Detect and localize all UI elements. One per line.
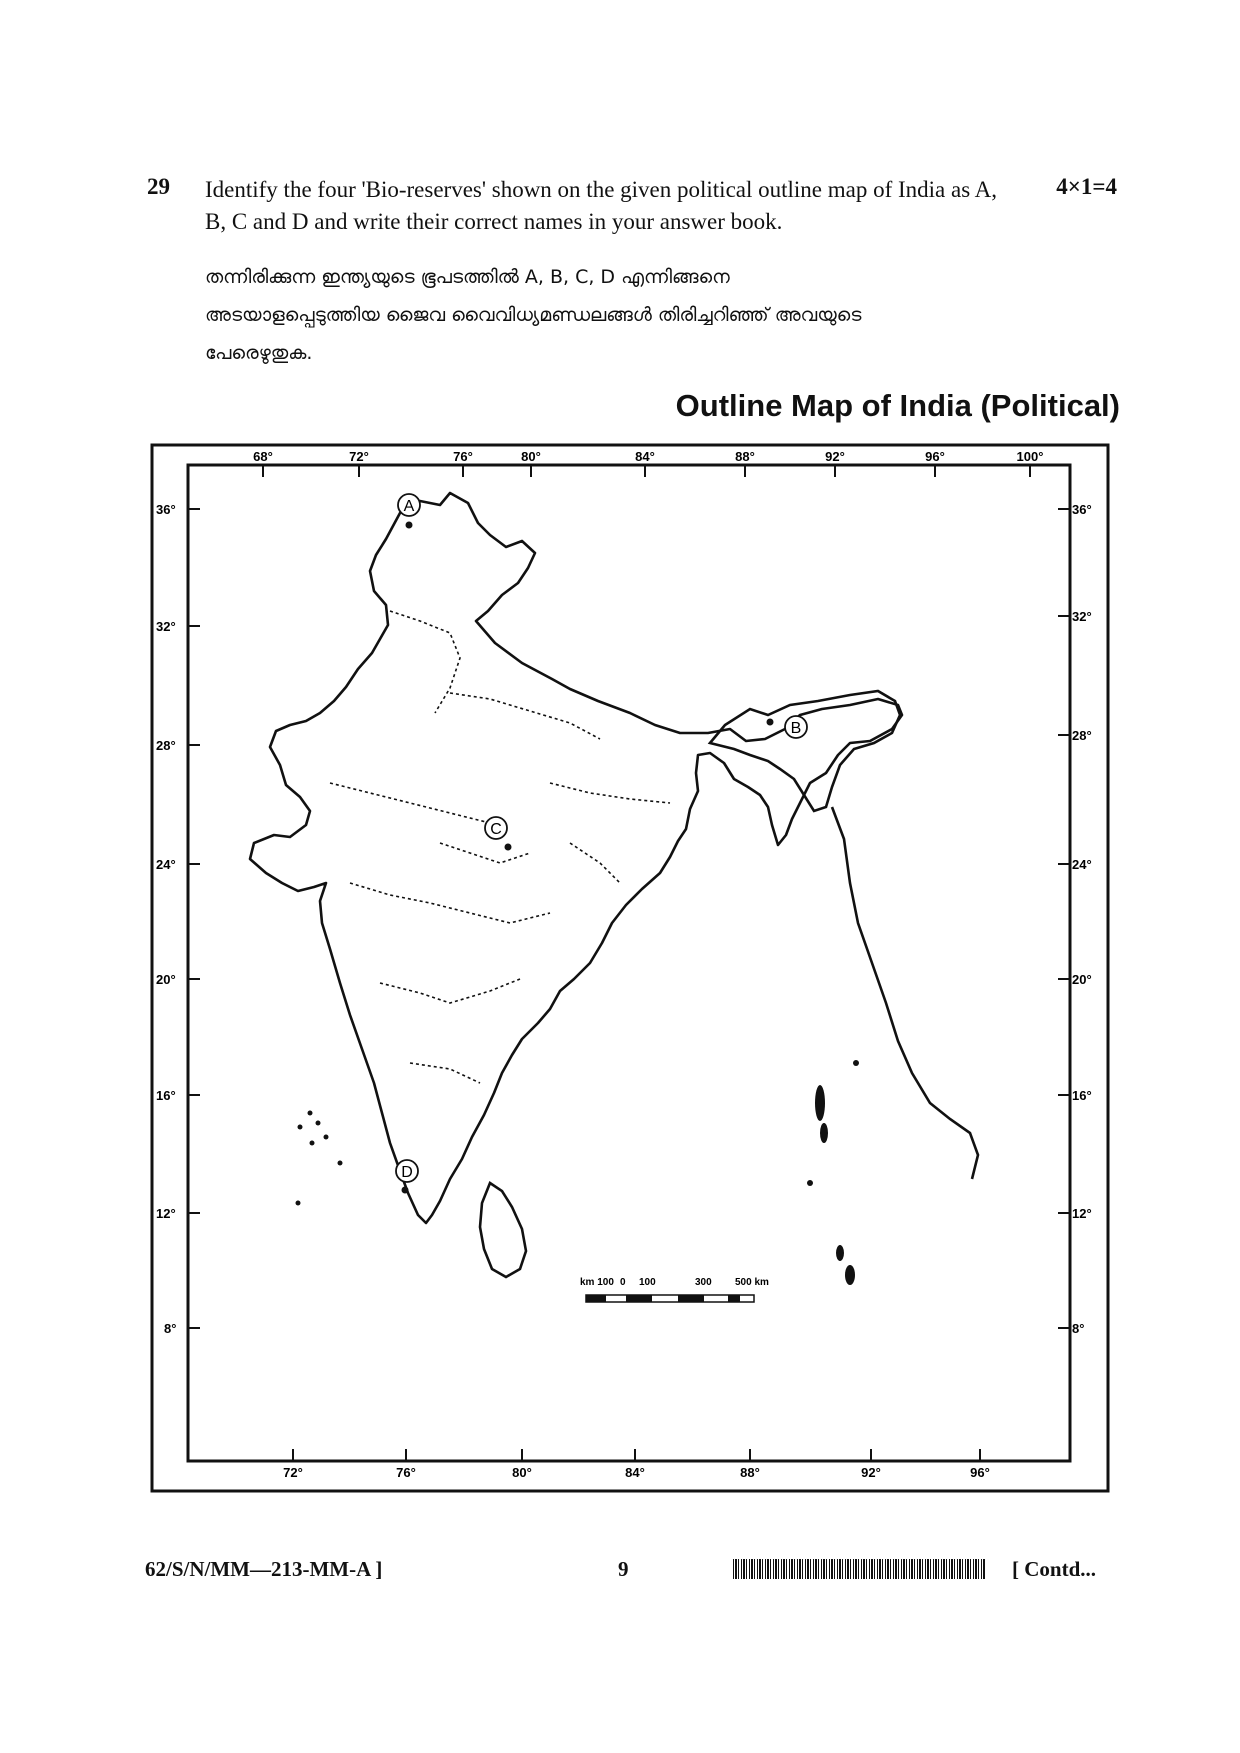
left-lat-label: 16° [156,1088,176,1103]
bottom-lon-label: 96° [970,1465,990,1480]
bottom-lon-label: 88° [740,1465,760,1480]
page-number: 9 [618,1557,629,1581]
top-lon-label: 68° [253,449,273,464]
malayalam-line-3: പേരെഴുതുക. [205,342,313,364]
left-latitude-axis [156,502,200,1336]
right-lat-label: 32° [1072,609,1092,624]
marker-a-label: A [403,498,415,515]
top-lon-label: 80° [521,449,541,464]
left-lat-label: 36° [156,502,176,517]
bottom-longitude-axis [283,1449,990,1480]
india-outline-map [150,443,1110,1493]
map-title: Outline Map of India (Political) [675,388,1120,423]
right-lat-label: 24° [1072,857,1092,872]
scale-label: 300 [695,1277,712,1288]
left-lat-label: 12° [156,1206,176,1221]
top-lon-label: 84° [635,449,655,464]
malayalam-line-2: അടയാളപ്പെടുത്തിയ ജൈവ വൈവിധ്യമണ്ഡലങ്ങൾ തിരിച്ചറിഞ്ഞ് അവയുടെ [205,304,862,326]
india-outline [250,493,902,1223]
marker-a [398,494,420,529]
question-text: Identify the four 'Bio-reserves' shown on the given political outline map of India as A, B, C and D and write their correct names in your answer book. [205,177,998,234]
outer-frame [152,445,1108,1491]
left-lat-label: 8° [164,1321,177,1336]
marker-b-label: B [790,720,802,737]
right-lat-label: 12° [1072,1206,1092,1221]
lakshadweep-islands [296,1111,343,1206]
scale-bar [580,1277,769,1302]
right-lat-label: 16° [1072,1088,1092,1103]
marker-d-label: D [401,1164,413,1181]
inner-frame [188,465,1070,1461]
top-lon-label: 72° [349,449,369,464]
top-lon-label: 96° [925,449,945,464]
marker-c-label: C [490,821,502,838]
bottom-lon-label: 72° [283,1465,303,1480]
scale-label: 0 [620,1277,626,1288]
right-lat-label: 20° [1072,972,1092,987]
paper-code: 62/S/N/MM—213-MM-A ] [145,1557,383,1581]
left-lat-label: 28° [156,738,176,753]
left-lat-label: 20° [156,972,176,987]
scale-label: 500 km [735,1277,769,1288]
top-lon-label: 88° [735,449,755,464]
right-lat-label: 28° [1072,728,1092,743]
continued-label: [ Contd... [1012,1557,1097,1581]
state-boundaries [330,611,670,1083]
top-lon-label: 76° [453,449,473,464]
bottom-lon-label: 84° [625,1465,645,1480]
bottom-lon-label: 92° [861,1465,881,1480]
top-lon-label: 100° [1016,449,1044,464]
top-lon-label: 92° [825,449,845,464]
bottom-lon-label: 76° [396,1465,416,1480]
right-lat-label: 8° [1072,1321,1085,1336]
top-longitude-axis [253,449,1043,477]
left-lat-label: 24° [156,857,176,872]
myanmar-coast [832,807,978,1179]
barcode [733,1559,985,1579]
marker-d [396,1160,418,1194]
right-lat-label: 36° [1072,502,1092,517]
malayalam-line-1: തന്നിരിക്കുന്ന ഇന്ത്യയുടെ ഭൂപടത്തിൽ A, B, C, D എന്നിങ്ങനെ [205,266,730,288]
question-marks: 4×1=4 [1056,174,1117,199]
bottom-lon-label: 80° [512,1465,532,1480]
scale-label: km 100 [580,1277,614,1288]
right-latitude-axis [1058,502,1092,1336]
scale-label: 100 [639,1277,656,1288]
marker-c [485,817,512,851]
malayalam-instruction [205,258,1060,372]
sri-lanka-outline [480,1183,526,1277]
question-number: 29 [147,174,170,199]
andaman-nicobar-islands [807,1060,859,1285]
left-lat-label: 32° [156,619,176,634]
